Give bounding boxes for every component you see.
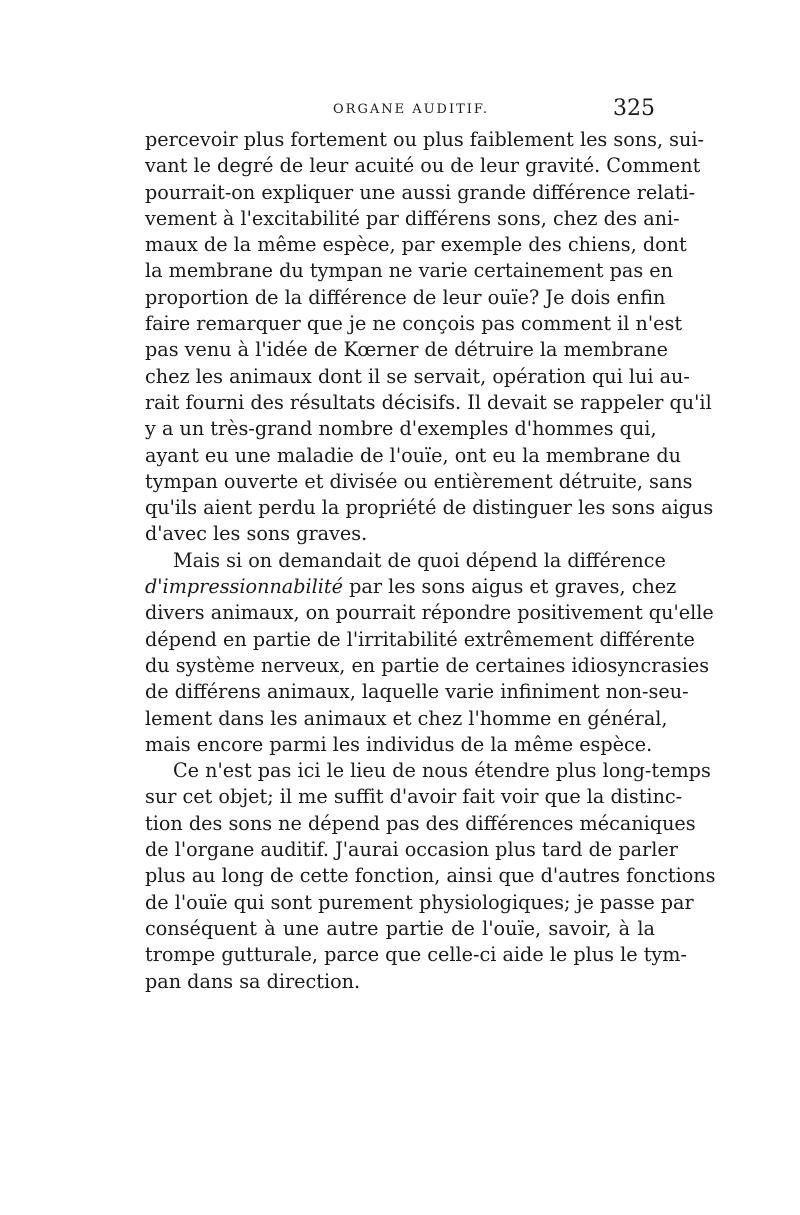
text-line: conséquent à une autre partie de l'ouïe, savoir, à la — [145, 916, 655, 940]
running-head: ORGANE AUDITIF. — [333, 102, 490, 117]
text-line: de l'ouïe qui sont purement physiologiques; je passe par — [145, 890, 694, 914]
text-line: de l'organe auditif. J'aurai occasion plus tard de parler — [145, 838, 678, 862]
text-line: trompe gutturale, parce que celle-ci aide le plus le tym- — [145, 943, 687, 967]
text-line: percevoir plus fortement ou plus faiblement les sons, sui- — [145, 128, 705, 151]
text-line: Ce n'est pas ici le lieu de nous étendre plus long-temps — [173, 759, 711, 783]
text-line: pourrait-on expliquer une aussi grande différence relati- — [145, 180, 696, 204]
text-line: Mais si on demandait de quoi dépend la différence — [173, 548, 666, 572]
text-line: la membrane du tympan ne varie certainement pas en — [145, 259, 674, 283]
text-line: d'avec les sons graves. — [145, 522, 368, 546]
text-line: vant le degré de leur acuité ou de leur gravité. Comment — [145, 154, 701, 178]
text-line: du système nerveux, en partie de certaines idiosyncrasies — [145, 653, 710, 677]
text-line: tion des sons ne dépend pas des différences mécaniques — [145, 811, 696, 835]
text-line: ayant eu une maladie de l'ouïe, ont eu la membrane du — [145, 443, 681, 467]
text-line: dépend en partie de l'irritabilité extrêmement différente — [145, 627, 695, 651]
text-line: chez les animaux dont il se servait, opération qui lui au- — [145, 364, 690, 388]
text-line: divers animaux, on pourrait répondre positivement qu'elle — [145, 601, 714, 625]
body-text — [145, 127, 716, 995]
text-line: lement dans les animaux et chez l'homme en général, — [145, 706, 668, 730]
text-line-rest: par les sons aigus et graves, chez — [349, 575, 677, 599]
page-header — [145, 96, 655, 126]
text-line: plus au long de cette fonction, ainsi que d'autres fonctions — [145, 864, 716, 888]
text-line: sur cet objet; il me suffit d'avoir fait voir que la distinc- — [145, 785, 683, 809]
text-line: vement à l'excitabilité par différens sons, chez des ani- — [145, 206, 680, 230]
text-line: y a un très-grand nombre d'exemples d'hommes qui, — [145, 417, 657, 441]
text-line: tympan ouverte et divisée ou entièrement détruite, sans — [145, 469, 693, 493]
text-line: faire remarquer que je ne conçois pas comment il n'est — [145, 312, 683, 336]
text-line: proportion de la différence de leur ouïe? Je dois enfin — [145, 285, 666, 309]
italic-phrase: d'impressionnabilité — [145, 575, 343, 599]
text-line: mais encore parmi les individus de la même espèce. — [145, 732, 653, 756]
text-line: rait fourni des résultats décisifs. Il devait se rappeler qu'il — [145, 390, 712, 414]
text-line: de différens animaux, laquelle varie infiniment non-seu- — [145, 680, 689, 704]
text-line: pan dans sa direction. — [145, 969, 361, 993]
page-number: 325 — [613, 96, 655, 121]
text-line: qu'ils aient perdu la propriété de distinguer les sons aigus — [145, 496, 714, 520]
text-line-with-italic — [145, 574, 677, 600]
text-line: pas venu à l'idée de Kœrner de détruire la membrane — [145, 338, 668, 362]
text-line: maux de la même espèce, par exemple des chiens, dont — [145, 233, 687, 257]
